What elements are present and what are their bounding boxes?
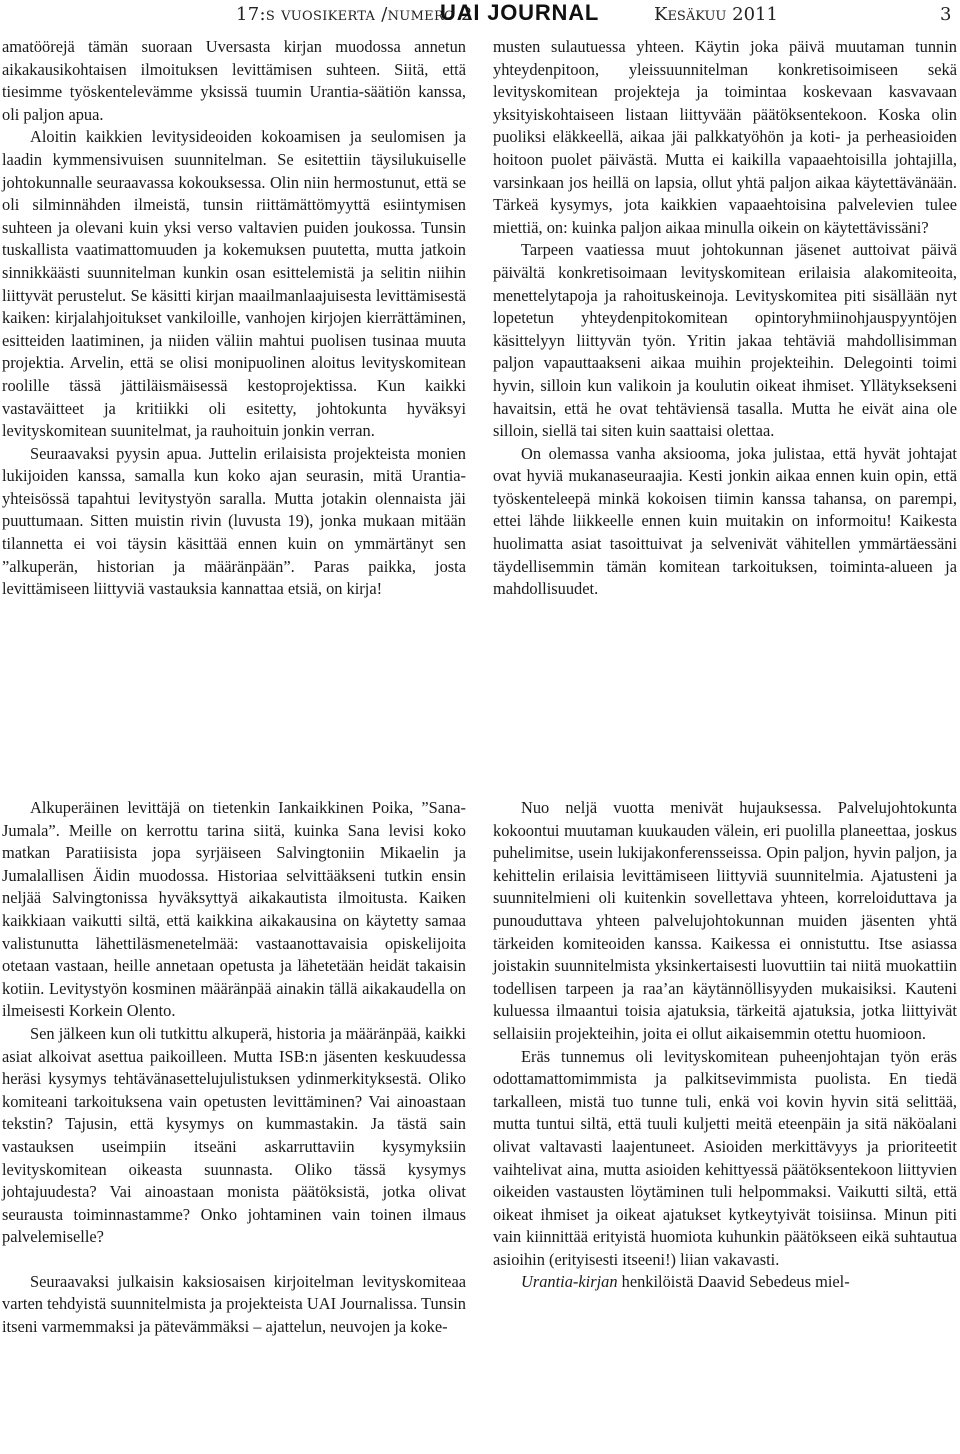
paragraph-gap (2, 1249, 466, 1271)
paragraph: Eräs tunnemus oli levityskomitean puheenjohtajan työn eräs odottamattomimmista ja palkitsevimmista puolista. En tiedä tarkalleen, mistä tuo tunne tuli, enkä voi kovin hyvin sitä selittää, mutta tuntui siltä, että tuuli kuljetti meitä eteenpäin ja sitä näköalani olivat valtavasti laajentuneet. Asioiden merkittävyys ja prioriteetit vaihtelivat aina, mutta asioiden kehittyessä päätöksentekoon liittyvien oikeiden vastausten löytäminen tuli helpommaksi. Vaikutti siltä, että oikeat ihmiset ja oikeat ajatukset kytkeytyivät toisiinsa. Minun piti vain kiinnittää erityistä huomiota kuhunkin päätökseen eikä suhtautua asioihin (erityisesti itseeni!) liian vakavasti. (493, 1046, 957, 1269)
paragraph (493, 1271, 957, 1294)
page-number: 3 (940, 4, 952, 25)
column-3 (2, 797, 466, 1339)
paragraph: amatöörejä tämän suoraan Uversasta kirjan muodossa annetun aikakausikohtaisen ilmoituksen levittämisen suhteen. Siitä, että tiesimme työskentelevämme yksissä tuumin Urantia-säätiön kanssa, oli paljon apua. (2, 37, 466, 124)
column-4 (493, 797, 957, 1294)
journal-title: UAI JOURNAL (440, 0, 600, 25)
paragraph: Alkuperäinen levittäjä on tietenkin Iankaikkinen Poika, ”Sana-Jumala”. Meille on kerrottu tarina siitä, kuinka Sana levisi koko matkan Paratiisista jopa syrjäiseen Salvingtoniin Mikaelin ja Jumalallisen Äidin muodossa. Historiaa selvittääkseni tutkin ensin neljää Salvingtonissa hyväksyttyä aikakautista ilmoitusta. Kaiken kaikkiaan vaikutti siltä, että kaikkina aikakausina on käytetty samaa valistunutta lähettiläsmenetelmää: vastaanottavaisia opiskelijoita otetaan vastaan, heille annetaan opetusta ja lähetetään heidät takaisin kotiin. Levitystyön kosminen määränpää ainakin tällä aikakaudella on ilmeisesti Korkein Olento. (2, 798, 466, 1021)
paragraph: Sen jälkeen kun oli tutkittu alkuperä, historia ja määränpää, kaikki asiat alkoivat asettua paikoilleen. Mutta ISB:n jäsenten keskuudessa heräsi kysymys tehtävänasettelujulistuksen ydinmerkityksestä. Oliko komiteani tarkoituksena vain opetusten levittäminen? Vai ainoastaan tekstin? Tajusin, että kysymys on kummastakin. Ja tästä sain vastauksen useimpiin itseäni askarruttaviin kysymyksiin levityskomitean oikeasta suunnasta. Oliko tässä kysymys johtajuudesta? Vai ainoastaan monista päätöksistä, jotka olivat seurausta toiminnastamme? Onko johtaminen vain toinen ilmaus palvelemiselle? (2, 1023, 466, 1247)
paragraph: Seuraavaksi julkaisin kaksiosaisen kirjoitelman levityskomiteaa varten tehdyistä suunnitelmista ja projekteista UAI Journalissa. Tunsin itseni varmemmaksi ja pätevämmäksi – ajattelun, neuvojen ja koke- (2, 1271, 466, 1337)
paragraph: Nuo neljä vuotta menivät hujauksessa. Palvelujohtokunta kokoontui muutaman kuukauden välein, eri puolilla planeettaa, joskus puhelimitse, usein lukijakonferensseissa. Opin paljon, hyvin paljon, ja kehittelin erilaisia levittämiseen liittyviä suunnitelmia. Ajatusteni ja suunnitelmieni oli kuitenkin sovellettava yhteen, korreloiduttava ja punouduttava yhteen palvelujohtokunnan muiden jäsenten yhtä tärkeiden komiteoiden kanssa. Kaikessa ei onnistuttu. Itse asiassa joistakin suunnitelmista yksinkertaisesti luovuttiin tai niitä muokattiin todellisen tarpeen ja raa’an käytännöllisyyden mukaisiksi. Kauteni kuluessa ilmaantui toisia ajatuksia, tärkeitä ajatuksia, jotka liittyivät sellaisiin projekteihin, joita ei ollut aikaisemmin otettu huomioon. (493, 798, 957, 1043)
paragraph: Seuraavaksi pyysin apua. Juttelin erilaisista projekteista monien lukijoiden kanssa, samalla kun koko ajan seurasin, mitä Urantia-yhteisössä tapahtui levitystyön saralla. Mutta jotakin olennaista jäi puuttumaan. Sitten muistin rivin (luvusta 19), jonka mukaan mitään tilannetta ei voi täysin käsittää ennen kuin on ymmärtänyt sen ”alkuperän, historian ja määränpään”. Paras paikka, josta levittämiseen liittyviä vastauksia kannattaa etsiä, on kirja! (2, 443, 466, 599)
book-title: Urantia-kirjan (521, 1272, 618, 1292)
column-2 (493, 36, 957, 601)
paragraph: Aloitin kaikkien levitysideoiden kokoamisen ja seulomisen ja laadin kymmensivuisen suunnitelman. Se esitettiin täysilukuiselle johtokunnalle seuraavassa kokouksessa. Olin niin hermostunut, että se oli silminnähden ilmeistä, tunsin riittämättömyyttä esiintymisen suhteen ja olevani kuin yksi verso valtavien puiden joukossa. Tunsin tuskallista vaatimattomuuden ja kokemuksen puutetta, mutta jatkoin sinnikkäästi suunnitelman kunkin osan esittelemistä ja selitin niihin liittyvät perustelut. Se käsitti kirjan maailmanlaajuisesta levittämisestä kaiken: kirjalahjoitukset vankiloille, vanhojen kirjojen kierrättäminen, esitteiden laatiminen, ja niiden väliin mahtui puolisen tusinaa muuta projektia. Arvelin, että se olisi monipuolinen aloitus levityskomitean roolille tässä jättiläismäisessä kestoprojektissa. Kun kaikki vastaväitteet ja kritiikki oli esitetty, johtokunta hyväksyi levityskomitean suunitelmat, ja rauhoituin jonkin verran. (2, 127, 466, 441)
issue-date: Kesäkuu 2011 (654, 4, 778, 25)
paragraph-text: henkilöistä Daavid Sebedeus miel- (617, 1272, 850, 1292)
column-1 (2, 36, 466, 601)
issue-info: 17:s vuosikerta /numero 2 (236, 4, 473, 25)
paragraph: On olemassa vanha aksiooma, joka julistaa, että hyvät johtajat ovat hyviä mukanaseuraajia. Kesti jonkin aikaa ennen kuin opin, että työskenteleepä minkä kokoisen tiimin kanssa tahansa, on parempi, ettei lähde liikkeelle ennen kuin muitakin on informoitu! Kaikesta huolimatta asiat tasoittuivat ja selvenivät vähitellen ymmärtäessäni täydellisemmin tämän komitean tarkoituksen, toiminta-alueen ja mahdollisuudet. (493, 443, 957, 599)
paragraph: musten sulautuessa yhteen. Käytin joka päivä muutaman tunnin yhteydenpitoon, yleissuunnitelman konkretisoimiseen sekä levityskomitean projekteja ja toimintaa koskevaan kasvavaan yksityiskohtaiseen listaan liittyvään päätöksentekoon. Koska olin puoliksi eläkkeellä, aikaa jäi palkkatyöhön ja koti- ja perheasioiden hoitoon puolet päivästä. Mutta ei kaikilla vapaaehtoisilla johtajilla, varsinkaan jos heillä on lapsia, ollut yhtä paljon aikaa käytettävänään. Tärkeä kysymys, jota kaikkien vapaaehtoisina palvelevien tulee miettiä, on: kuinka paljon aikaa minulla oikein on käytettävissäni? (493, 37, 957, 237)
page-header (0, 0, 960, 30)
paragraph: Tarpeen vaatiessa muut johtokunnan jäsenet auttoivat päivä päivältä konkretisoimaan levityskomitean erilaisia alakomiteoita, menettelytapoja ja rahoituskeinoja. Levityskomitea piti sisällään nyt lopetetun yhteydenpitokomitean opintoryhmiinohjauspyyntöjen käsittelyyn liittyvän työn. Yritin jakaa tehtäviä mahdollisimman paljon vapauttaakseni aikaa muihin projekteihin. Delegointi toimi hyvin, silloin kun valikoin ja koulutin oikeat ihmiset. Yllätyksekseni havaitsin, että he ovat tehtäviensä tasalla. Mutta he eivät aina ole silloin, siellä tai siten kuin saattaisi olettaa. (493, 240, 957, 441)
